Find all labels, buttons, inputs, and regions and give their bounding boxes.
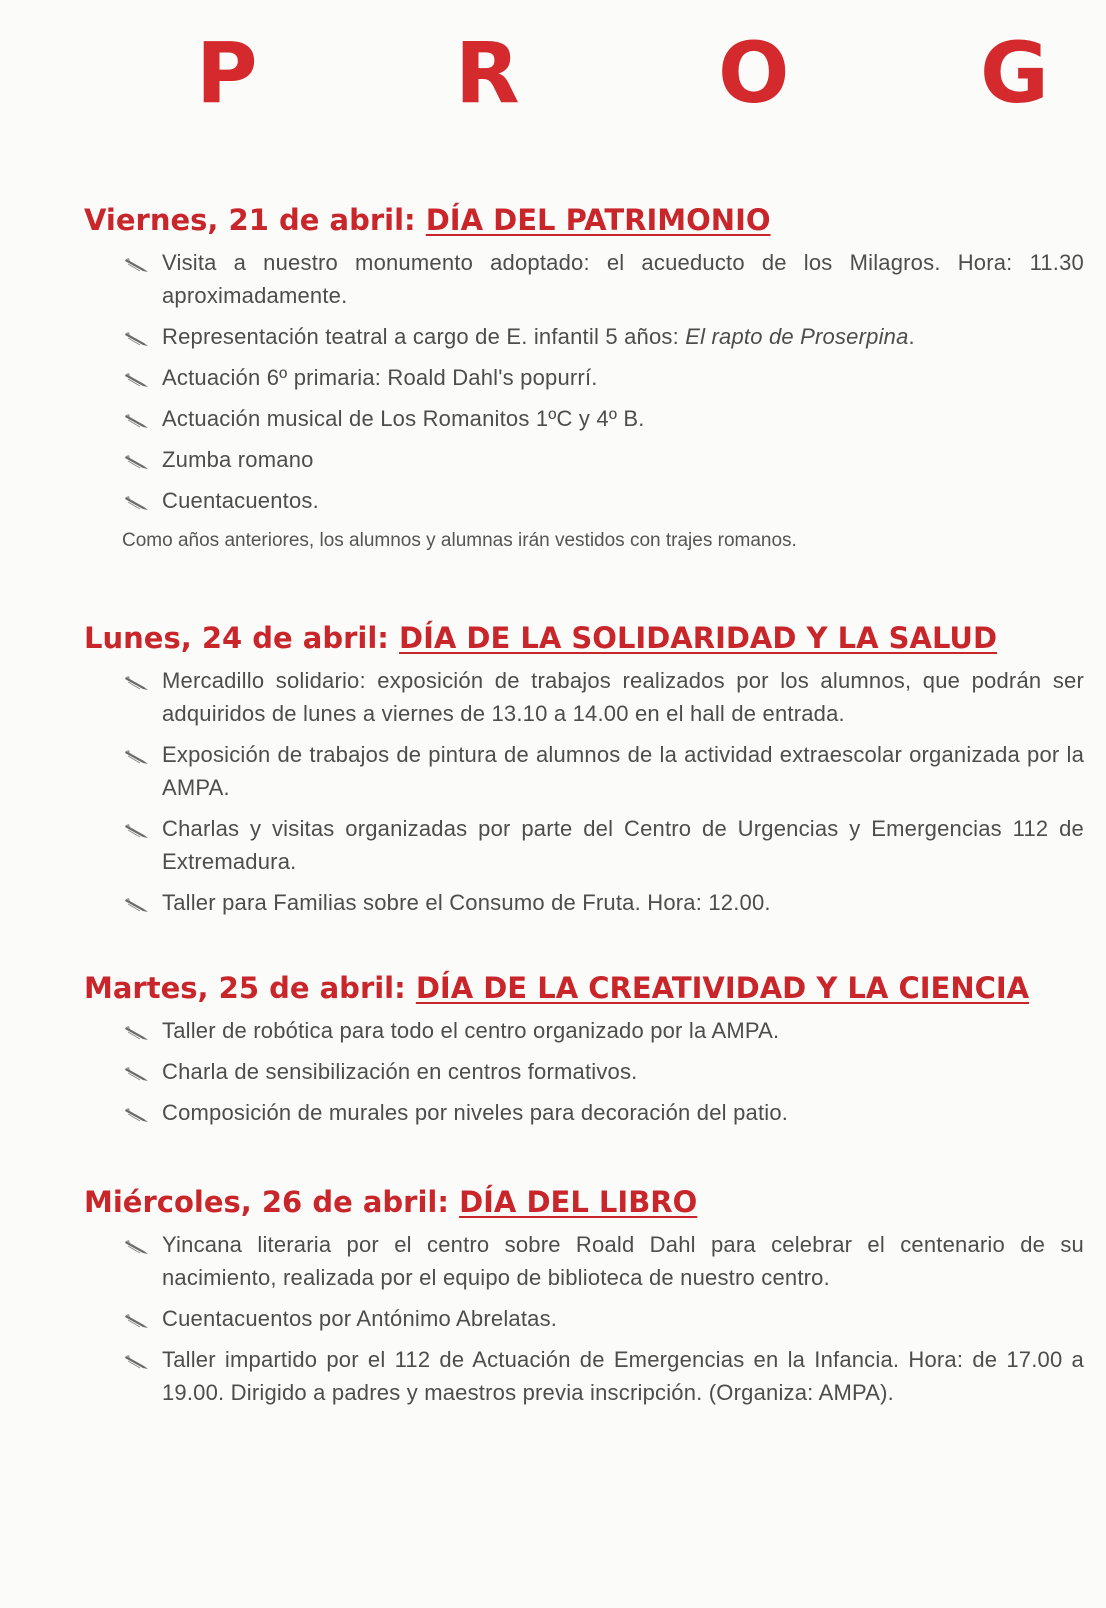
activity-text: Zumba romano: [162, 447, 314, 472]
activity-text: Actuación 6º primaria: Roald Dahl's popurrí.: [162, 365, 598, 390]
day-date: Martes, 25 de abril:: [84, 971, 406, 1005]
day-theme: DÍA DE LA CREATIVIDAD Y LA CIENCIA: [415, 971, 1030, 1005]
day-theme: DÍA DEL LIBRO: [459, 1185, 698, 1219]
pencil-icon: [124, 1101, 150, 1121]
activity-list: [84, 246, 1084, 517]
list-item: [124, 361, 1084, 394]
list-item: [124, 886, 1084, 919]
pencil-icon: [124, 891, 150, 911]
day-section-friday: [84, 200, 1084, 555]
list-item: [124, 738, 1084, 804]
activity-text: Composición de murales por niveles para decoración del patio.: [162, 1100, 789, 1125]
pencil-icon: [124, 448, 150, 468]
pencil-icon: [124, 1233, 150, 1253]
list-item: [124, 246, 1084, 312]
heading-letter: P: [196, 24, 258, 122]
activity-text: Taller para Familias sobre el Consumo de Fruta. Hora: 12.00.: [162, 890, 771, 915]
heading-letter: R: [455, 24, 520, 122]
list-item: [124, 812, 1084, 878]
list-item: [124, 1302, 1084, 1335]
list-item: [124, 1228, 1084, 1294]
day-section-monday: [84, 618, 1084, 927]
pencil-icon: [124, 1019, 150, 1039]
day-header: [84, 618, 1084, 658]
activity-text: Charla de sensibilización en centros formativos.: [162, 1059, 638, 1084]
list-item: [124, 664, 1084, 730]
day-section-wednesday: [84, 1182, 1084, 1417]
list-item: [124, 1096, 1084, 1129]
activity-list: [84, 1014, 1084, 1129]
pencil-icon: [124, 251, 150, 271]
pencil-icon: [124, 817, 150, 837]
day-theme: DÍA DEL PATRIMONIO: [425, 203, 771, 237]
pencil-icon: [124, 1348, 150, 1368]
activity-text: Cuentacuentos.: [162, 488, 319, 513]
pencil-icon: [124, 743, 150, 763]
pencil-icon: [124, 325, 150, 345]
pencil-icon: [124, 407, 150, 427]
list-item: [124, 1343, 1084, 1409]
activity-text: Visita a nuestro monumento adoptado: el acueducto de los Milagros. Hora: 11.30 aproximadamente.: [162, 250, 1084, 308]
list-item: [124, 1055, 1084, 1088]
day-date: Miércoles, 26 de abril:: [84, 1185, 449, 1219]
day-date: Viernes, 21 de abril:: [84, 203, 416, 237]
activity-text: Mercadillo solidario: exposición de trabajos realizados por los alumnos, que podrán ser adquiridos de lunes a viernes de 13.10 a 14.00 en el hall de entrada.: [162, 668, 1084, 726]
heading-letter: G: [980, 24, 1049, 122]
play-title: El rapto de Proserpina: [685, 324, 909, 349]
day-date: Lunes, 24 de abril:: [84, 621, 389, 655]
list-item: [124, 402, 1084, 435]
activity-list: [84, 664, 1084, 919]
pencil-icon: [124, 669, 150, 689]
pencil-icon: [124, 366, 150, 386]
day-header: [84, 968, 1084, 1008]
day-header: [84, 1182, 1084, 1222]
list-item: [124, 320, 1084, 353]
pencil-icon: [124, 1060, 150, 1080]
program-heading: [0, 24, 1106, 122]
list-item: [124, 443, 1084, 476]
pencil-icon: [124, 1307, 150, 1327]
list-item: [124, 484, 1084, 517]
activity-text: Taller impartido por el 112 de Actuación de Emergencias en la Infancia. Hora: de 17.00 a 19.00. Dirigido a padres y maestros previa inscripción. (Organiza: AMPA).: [162, 1347, 1084, 1405]
activity-text-end: .: [908, 324, 915, 349]
activity-text: Cuentacuentos por Antónimo Abrelatas.: [162, 1306, 558, 1331]
activity-text: Yincana literaria por el centro sobre Roald Dahl para celebrar el centenario de su nacimiento, realizada por el equipo de biblioteca de nuestro centro.: [162, 1232, 1084, 1290]
day-theme: DÍA DE LA SOLIDARIDAD Y LA SALUD: [399, 621, 998, 655]
activity-text: Representación teatral a cargo de E. infantil 5 años:: [162, 324, 686, 349]
activity-text: Exposición de trabajos de pintura de alumnos de la actividad extraescolar organizada por la AMPA.: [162, 742, 1084, 800]
day-header: [84, 200, 1084, 240]
activity-list: [84, 1228, 1084, 1409]
list-item: [124, 1014, 1084, 1047]
activity-text: Taller de robótica para todo el centro organizado por la AMPA.: [162, 1018, 780, 1043]
heading-letter: O: [718, 24, 790, 122]
day-note: Como años anteriores, los alumnos y alumnas irán vestidos con trajes romanos.: [122, 530, 797, 551]
activity-text: Actuación musical de Los Romanitos 1ºC y 4º B.: [162, 406, 645, 431]
day-section-tuesday: [84, 968, 1084, 1137]
pencil-icon: [124, 489, 150, 509]
activity-text: Charlas y visitas organizadas por parte del Centro de Urgencias y Emergencias 112 de Extremadura.: [162, 816, 1084, 874]
